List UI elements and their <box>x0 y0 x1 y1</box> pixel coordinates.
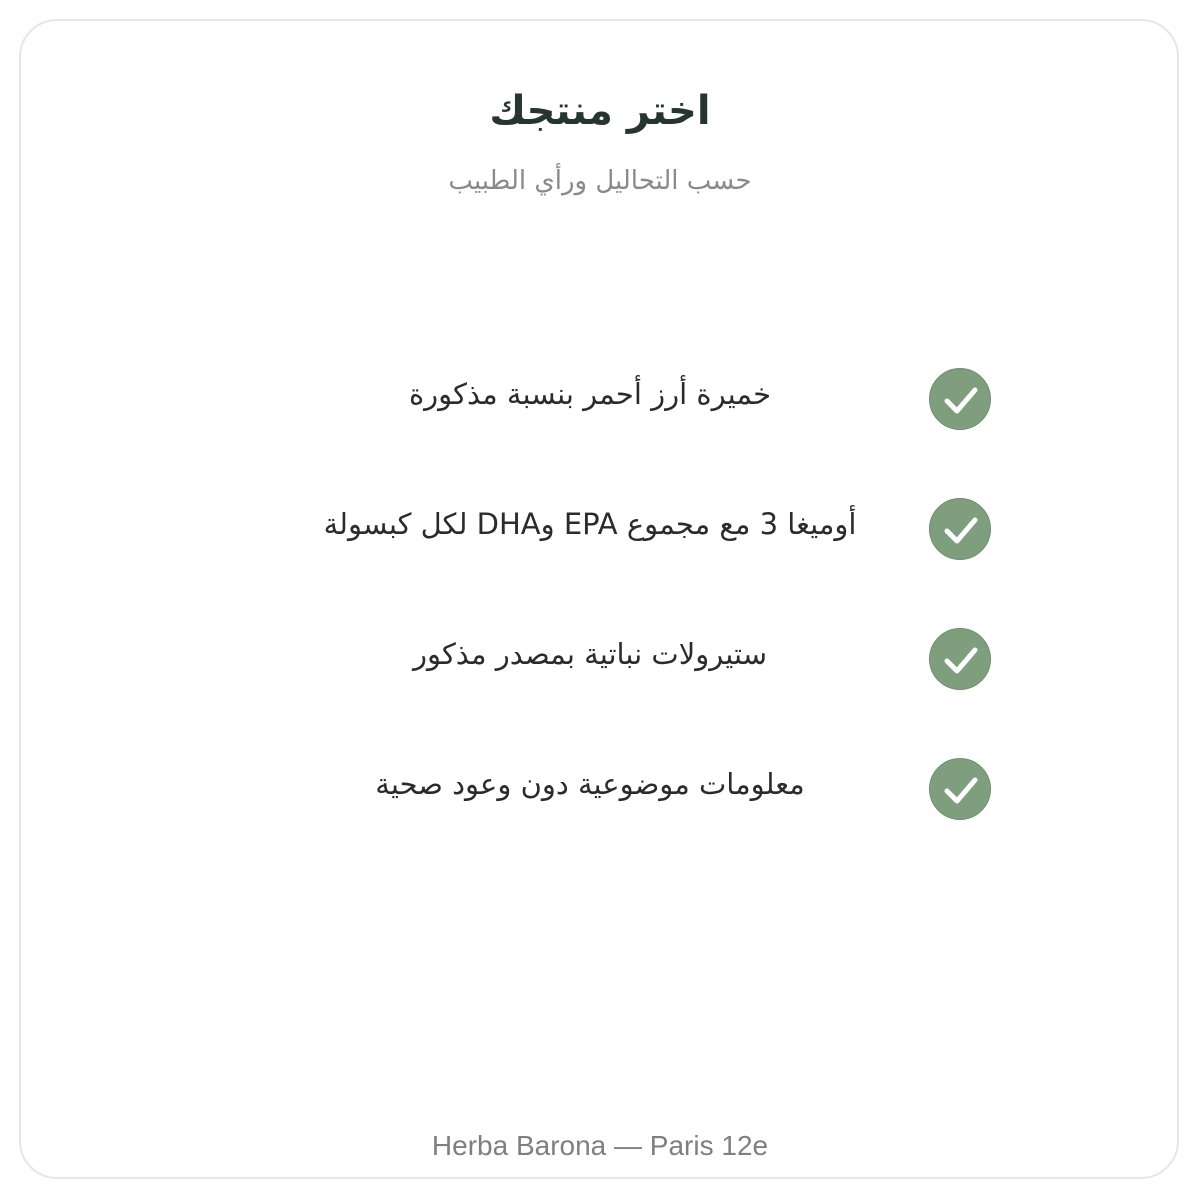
list-item <box>0 757 1200 821</box>
list-item-label: خميرة أرز أحمر بنسبة مذكورة <box>408 377 772 411</box>
list-item-label: أوميغا 3 مع مجموع EPA وDHA لكل كبسولة <box>323 507 857 541</box>
page-title: اختر منتجك <box>489 88 711 134</box>
list-item <box>0 627 1200 691</box>
list-item <box>0 497 1200 561</box>
list-item <box>0 367 1200 431</box>
check-icon <box>929 368 991 430</box>
list-item-label: ستيرولات نباتية بمصدر مذكور <box>412 637 768 671</box>
page-subtitle: حسب التحاليل ورأي الطبيب <box>448 166 752 196</box>
check-icon <box>929 628 991 690</box>
list-item-label: معلومات موضوعية دون وعود صحية <box>375 767 805 801</box>
check-icon <box>929 758 991 820</box>
check-icon <box>929 498 991 560</box>
footer-text: Herba Barona — Paris 12e <box>431 1130 769 1161</box>
